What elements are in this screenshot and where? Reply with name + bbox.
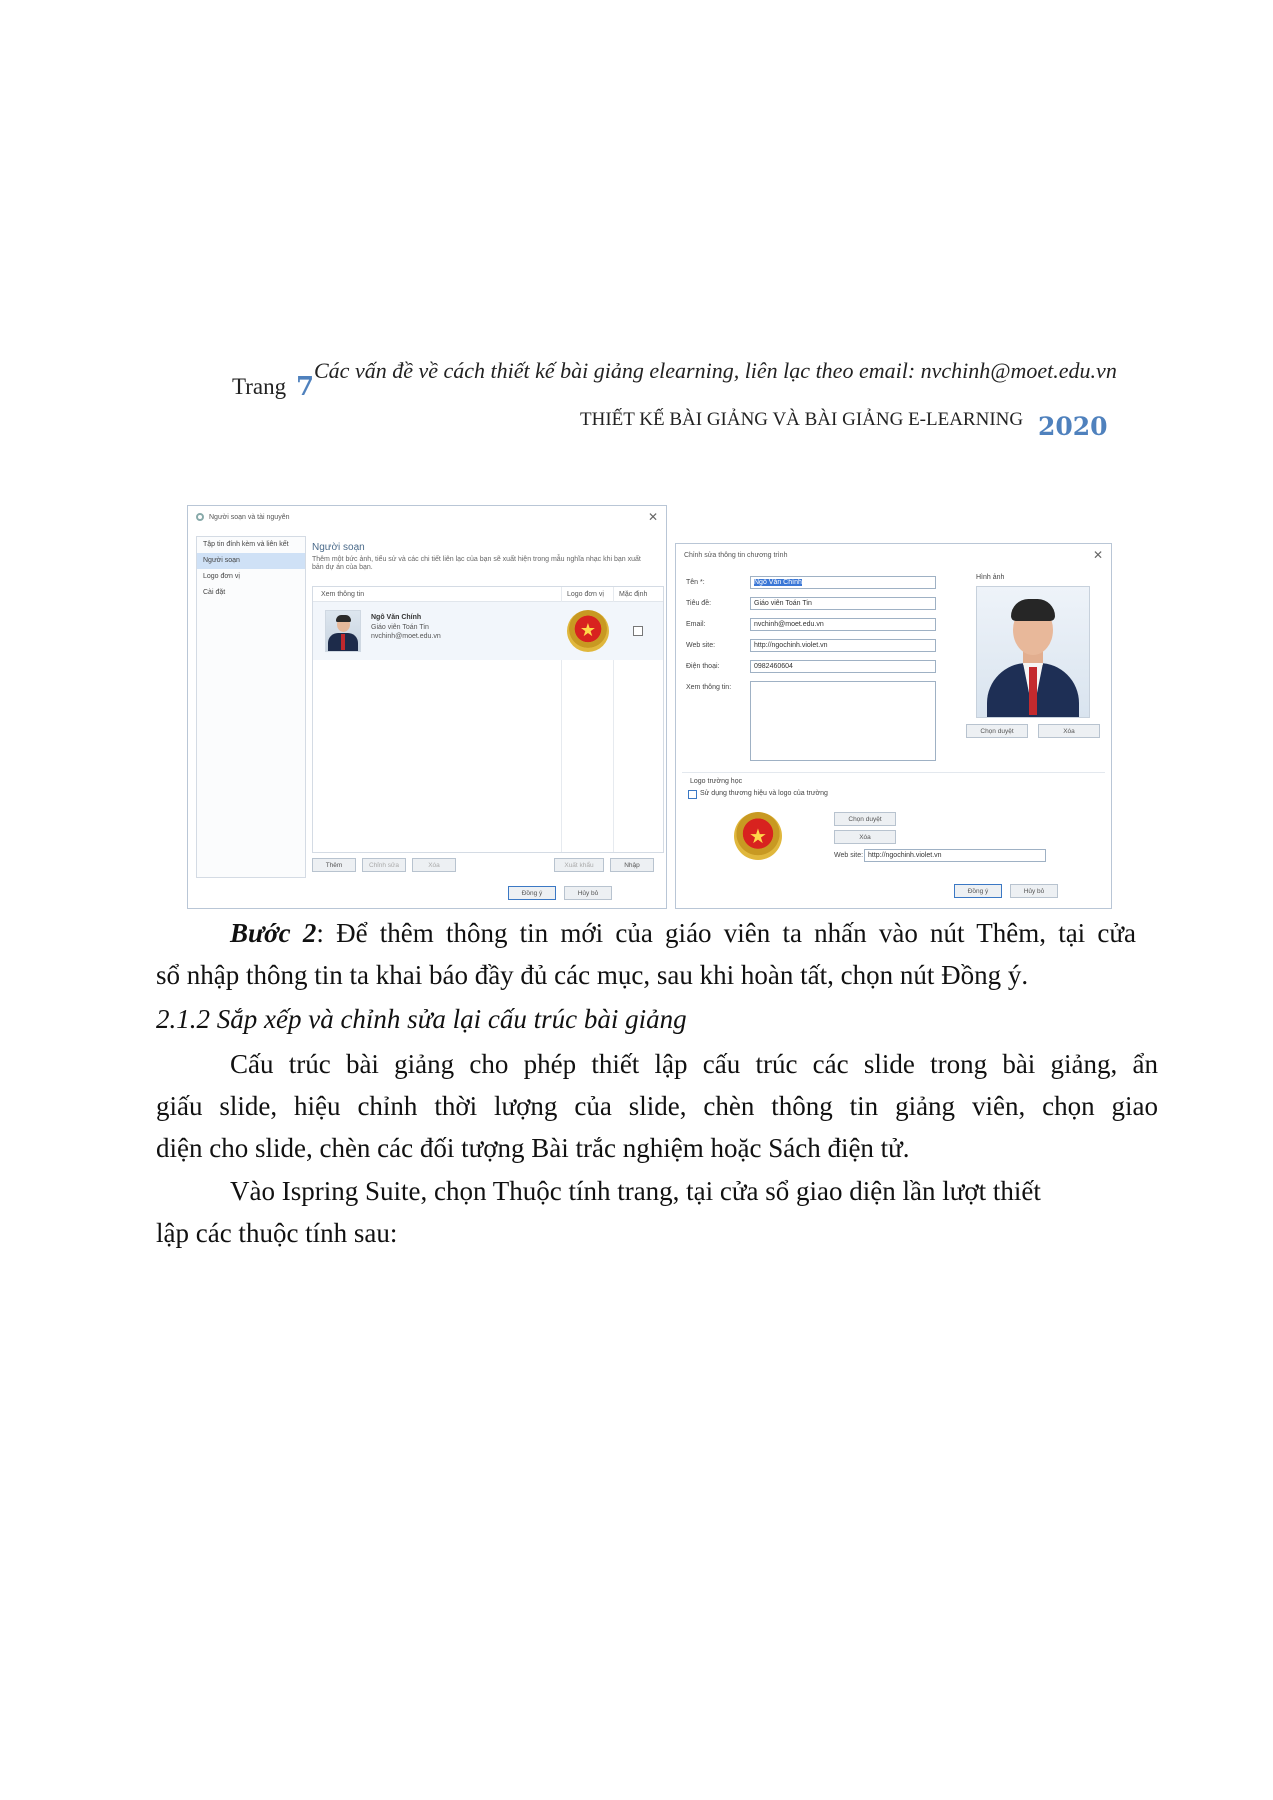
- presenters-pane: [312, 536, 662, 572]
- presenters-list: [312, 586, 664, 853]
- presenter-role: Giáo viên Toán Tin: [371, 624, 429, 631]
- presenters-titlebar: [188, 506, 666, 528]
- presenters-sidebar: [196, 536, 306, 878]
- step-paragraph-line1: [230, 912, 1136, 954]
- logo-label: Logo trường học: [690, 778, 743, 785]
- step-text-line1: : Để thêm thông tin mới của giáo viên ta nhấn vào nút Thêm, tại cửa: [316, 918, 1136, 948]
- use-logo-label: Sử dụng thương hiệu và logo của trường: [700, 790, 828, 797]
- logo-website-field[interactable]: http://ngochinh.violet.vn: [864, 849, 1046, 862]
- presenter-email: nvchinh@moet.edu.vn: [371, 633, 441, 640]
- image-label: Hình ảnh: [976, 574, 1005, 581]
- email-label: Email:: [686, 621, 706, 628]
- website-field[interactable]: http://ngochinh.violet.vn: [750, 639, 936, 652]
- pane-title: Người soạn: [312, 542, 365, 553]
- edit-button[interactable]: Chỉnh sửa: [362, 858, 406, 872]
- import-button[interactable]: Nhập: [610, 858, 654, 872]
- close-icon[interactable]: ✕: [647, 510, 658, 524]
- phone-field[interactable]: 0982460604: [750, 660, 936, 673]
- sidebar-item-attachments[interactable]: Tập tin đính kèm và liên kết: [203, 541, 289, 548]
- presenters-dialog-title: Người soạn và tài nguyên: [209, 513, 290, 521]
- pane-description: Thêm một bức ảnh, tiểu sử và các chi tiết liên lạc của bạn sẽ xuất hiện trong mẫu nghĩa nhạc khi bạn xuất bản dự án của bạn.: [312, 556, 641, 571]
- presenter-name: Ngô Văn Chính: [371, 614, 422, 621]
- step-paragraph-line2: sổ nhập thông tin ta khai báo đầy đủ các mục, sau khi hoàn tất, chọn nút Đồng ý.: [156, 960, 1029, 990]
- step-label: Bước 2: [230, 918, 317, 948]
- use-logo-checkbox[interactable]: [688, 790, 697, 799]
- email-field[interactable]: nvchinh@moet.edu.vn: [750, 618, 936, 631]
- add-button[interactable]: Thêm: [312, 858, 356, 872]
- close-icon[interactable]: ✕: [1092, 548, 1103, 562]
- delete-logo-button[interactable]: Xóa: [834, 830, 896, 844]
- export-button[interactable]: Xuất khẩu: [554, 858, 604, 872]
- presenter-avatar: [325, 610, 361, 652]
- presenters-dialog: [187, 505, 667, 909]
- logo-website-label: Web site:: [834, 852, 864, 859]
- para1-line2: giấu slide, hiệu chỉnh thời lượng của slide, chèn thông tin giảng viên, chọn giao: [156, 1091, 1158, 1121]
- header-year: 2020: [1038, 412, 1108, 441]
- edit-presenter-titlebar: [676, 544, 1111, 566]
- presenter-photo: [976, 586, 1090, 718]
- column-header-logo: Logo đơn vị: [567, 590, 604, 598]
- phone-label: Điện thoại:: [686, 663, 720, 670]
- section-heading: 2.1.2 Sắp xếp và chỉnh sửa lại cấu trúc bài giảng: [156, 1004, 687, 1034]
- sidebar-item-settings[interactable]: Cài đặt: [203, 589, 226, 596]
- browse-photo-button[interactable]: Chọn duyệt: [966, 724, 1028, 738]
- para1-line3: diện cho slide, chèn các đối tượng Bài trắc nghiệm hoặc Sách điện tử.: [156, 1133, 910, 1163]
- info-textarea[interactable]: [750, 681, 936, 761]
- edit-presenter-dialog: [675, 543, 1112, 909]
- list-header: [313, 587, 663, 602]
- default-checkbox[interactable]: [633, 626, 643, 636]
- info-label: Xem thông tin:: [686, 684, 732, 691]
- title-field[interactable]: Giáo viên Toán Tin: [750, 597, 936, 610]
- ok-button[interactable]: Đồng ý: [954, 884, 1002, 898]
- para2-line1: Vào Ispring Suite, chọn Thuộc tính trang, tại cửa sổ giao diện lần lượt thiết: [230, 1176, 1041, 1206]
- ok-button[interactable]: Đồng ý: [508, 886, 556, 900]
- page-label: Trang: [232, 374, 287, 399]
- para2-line2: lập các thuộc tính sau:: [156, 1218, 398, 1248]
- school-logo-emblem: ★: [734, 812, 782, 860]
- gear-icon: [196, 513, 204, 521]
- name-label: Tên *:: [686, 579, 705, 586]
- delete-button[interactable]: Xóa: [412, 858, 456, 872]
- edit-presenter-title: Chỉnh sửa thông tin chương trình: [684, 551, 788, 559]
- ispring-screenshot: [187, 505, 1112, 909]
- website-label: Web site:: [686, 642, 716, 649]
- cancel-button[interactable]: Hủy bỏ: [1010, 884, 1058, 898]
- column-header-default: Mặc định: [619, 590, 648, 598]
- national-emblem-logo: ★: [567, 610, 609, 652]
- page-number: 7: [296, 372, 315, 402]
- browse-logo-button[interactable]: Chọn duyệt: [834, 812, 896, 826]
- header-description: Các vấn đề về cách thiết kế bài giảng elearning, liên lạc theo email: nvchinh@moet.edu.vn: [314, 358, 1117, 383]
- presenter-row[interactable]: [313, 602, 663, 660]
- para1-line1: Cấu trúc bài giảng cho phép thiết lập cấu trúc các slide trong bài giảng, ẩn: [230, 1049, 1158, 1079]
- cancel-button[interactable]: Hủy bỏ: [564, 886, 612, 900]
- sidebar-item-presenters[interactable]: Người soạn: [197, 553, 305, 569]
- header-title: THIẾT KẾ BÀI GIẢNG VÀ BÀI GIẢNG E-LEARNING: [580, 409, 1024, 430]
- column-header-info: Xem thông tin: [321, 590, 365, 598]
- title-label: Tiêu đề:: [686, 600, 712, 607]
- delete-photo-button[interactable]: Xóa: [1038, 724, 1100, 738]
- name-field[interactable]: Ngô Văn Chính: [750, 576, 936, 589]
- sidebar-item-logo[interactable]: Logo đơn vị: [203, 573, 240, 580]
- section-divider: [682, 772, 1105, 773]
